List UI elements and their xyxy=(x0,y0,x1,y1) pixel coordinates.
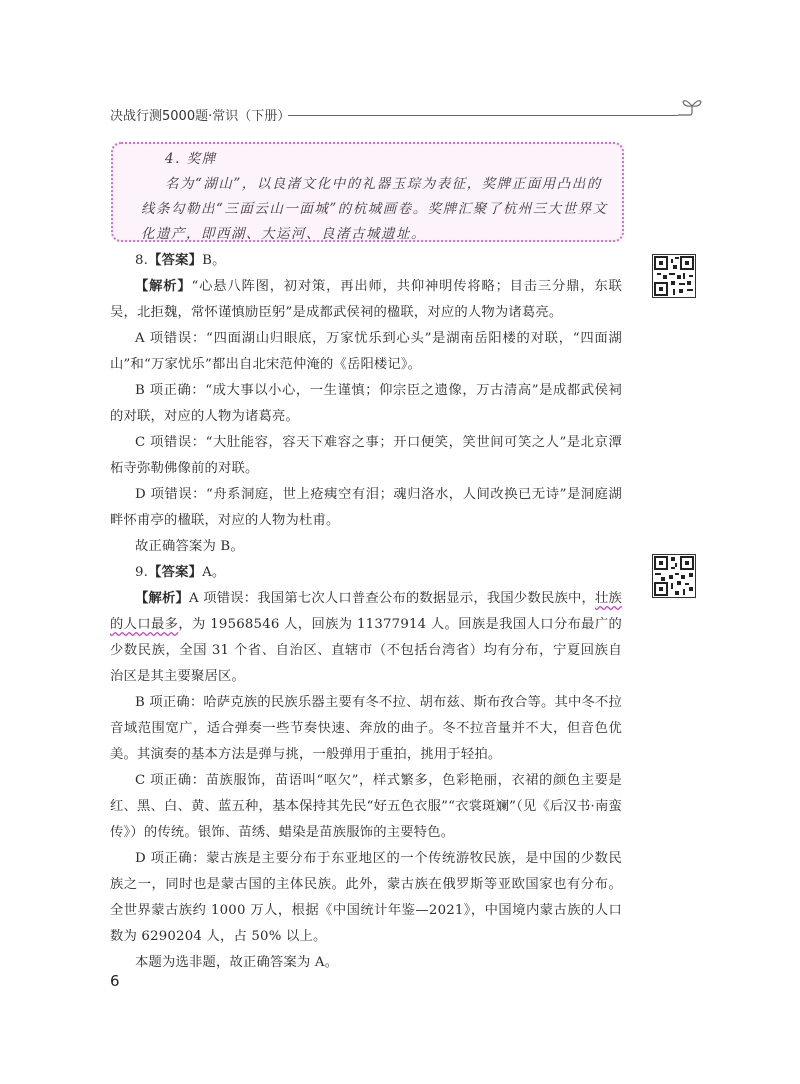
q8-option-c: C 项错误：“大肚能容，容天下难容之事；开口便笑，笑世间可笑之人”是北京潭柘寺弥勒佛像前的对联。 xyxy=(110,435,622,476)
q8-analysis xyxy=(110,274,622,326)
q8-answer xyxy=(110,248,622,274)
q8-option-d: D 项错误：“舟系洞庭，世上疮痍空有泪；魂归洛水，人间改换已无诗”是洞庭湖畔怀甫亭的楹联，对应的人物为杜甫。 xyxy=(110,487,622,528)
q9-option-d: D 项正确：蒙古族是主要分布于东亚地区的一个传统游牧民族，是中国的少数民族之一，同时也是蒙古国的主体民族。此外，蒙古族在俄罗斯等亚欧国家也有分布。全世界蒙古族约 1000 万人，根据《中国统计年鉴—2021》，中国境内蒙古族的人口数为 6290204 人，占 50% 以上。 xyxy=(110,851,622,944)
book-title: 决战行测5000题·常识（下册） xyxy=(110,109,291,124)
q9-analysis xyxy=(110,586,622,690)
qr-code-q9[interactable] xyxy=(652,554,696,598)
q8-option-b: B 项正确：“成大事以小心，一生谨慎；仰宗臣之遗像，万古清高”是成都武侯祠的对联，对应的人物为诸葛亮。 xyxy=(110,383,622,424)
q9-number: 9. xyxy=(135,565,149,580)
q9-analysis-post: ，为 19568546 人，回族为 11377914 人。回族是我国人口分布最广的少数民族，全国 31 个省、自治区、直辖市（不包括台湾省）均有分布，宁夏回族自治区是其主要聚居区。 xyxy=(110,617,623,684)
note-title: 4. 奖牌 xyxy=(165,151,217,167)
q8-number: 8. xyxy=(135,253,149,268)
q8-answer-value: B。 xyxy=(202,253,226,268)
q9-answer-label: 【答案】 xyxy=(148,565,203,580)
q8-option-a: A 项错误：“四面湖山归眼底，万家忧乐到心头”是湖南岳阳楼的对联，“四面湖山”和“万家忧乐”都出自北宋范仲淹的《岳阳楼记》。 xyxy=(110,331,622,372)
q8-analysis-text: “心悬八阵图，初对策，再出师，共仰神明传将略；目击三分鼎，东联吴，北拒魏，常怀谨慎励臣躬”是成都武侯祠的楹联，对应的人物为诸葛亮。 xyxy=(110,279,622,320)
header-rule xyxy=(288,115,678,116)
q9-analysis-pre: A 项错误：我国第七次人口普查公布的数据显示，我国少数民族中， xyxy=(189,591,595,606)
q8-answer-label: 【答案】 xyxy=(148,253,203,268)
note-body: 名为“湖山”，以良渚文化中的礼器玉琮为表征，奖牌正面用凸出的线条勾勒出“三面云山一面城”的杭城画卷。奖牌汇聚了杭州三大世界文化遗产，即西湖、大运河、良渚古城遗址。 xyxy=(141,176,608,242)
q8-analysis-label: 【解析】 xyxy=(135,279,192,294)
sprout-icon xyxy=(672,96,702,122)
answer-content xyxy=(110,248,622,976)
qr-code-q8[interactable] xyxy=(652,254,696,298)
q9-answer xyxy=(110,560,622,586)
q9-answer-value: A。 xyxy=(202,565,226,580)
q9-highlight: 壮族的人口最多 xyxy=(110,591,622,632)
page-number: 6 xyxy=(110,972,120,990)
q9-option-c: C 项正确：苗族服饰，苗语叫“呕欠”，样式繁多，色彩艳丽，衣裙的颜色主要是红、黑、白、黄、蓝五种，基本保持其先民“好五色衣服”“衣裳斑斓”（见《后汉书·南蛮传》）的传统。银饰、苗绣、蜡染是苗族服饰的主要特色。 xyxy=(110,773,622,840)
running-header xyxy=(110,102,695,128)
qr-icon xyxy=(653,255,695,297)
q9-conclusion: 本题为选非题，故正确答案为 A。 xyxy=(135,955,339,970)
q8-conclusion: 故正确答案为 B。 xyxy=(135,539,244,554)
q9-option-b: B 项正确：哈萨克族的民族乐器主要有冬不拉、胡布兹、斯布孜合等。其中冬不拉音域范围宽广，适合弹奏一些节奏快速、奔放的曲子。冬不拉音量并不大，但音色优美。其演奏的基本方法是弹与挑，一般弹用于重拍，挑用于轻拍。 xyxy=(110,695,622,762)
medal-note-box xyxy=(111,142,624,242)
qr-icon xyxy=(653,555,695,597)
q9-analysis-label: 【解析】 xyxy=(135,591,190,606)
